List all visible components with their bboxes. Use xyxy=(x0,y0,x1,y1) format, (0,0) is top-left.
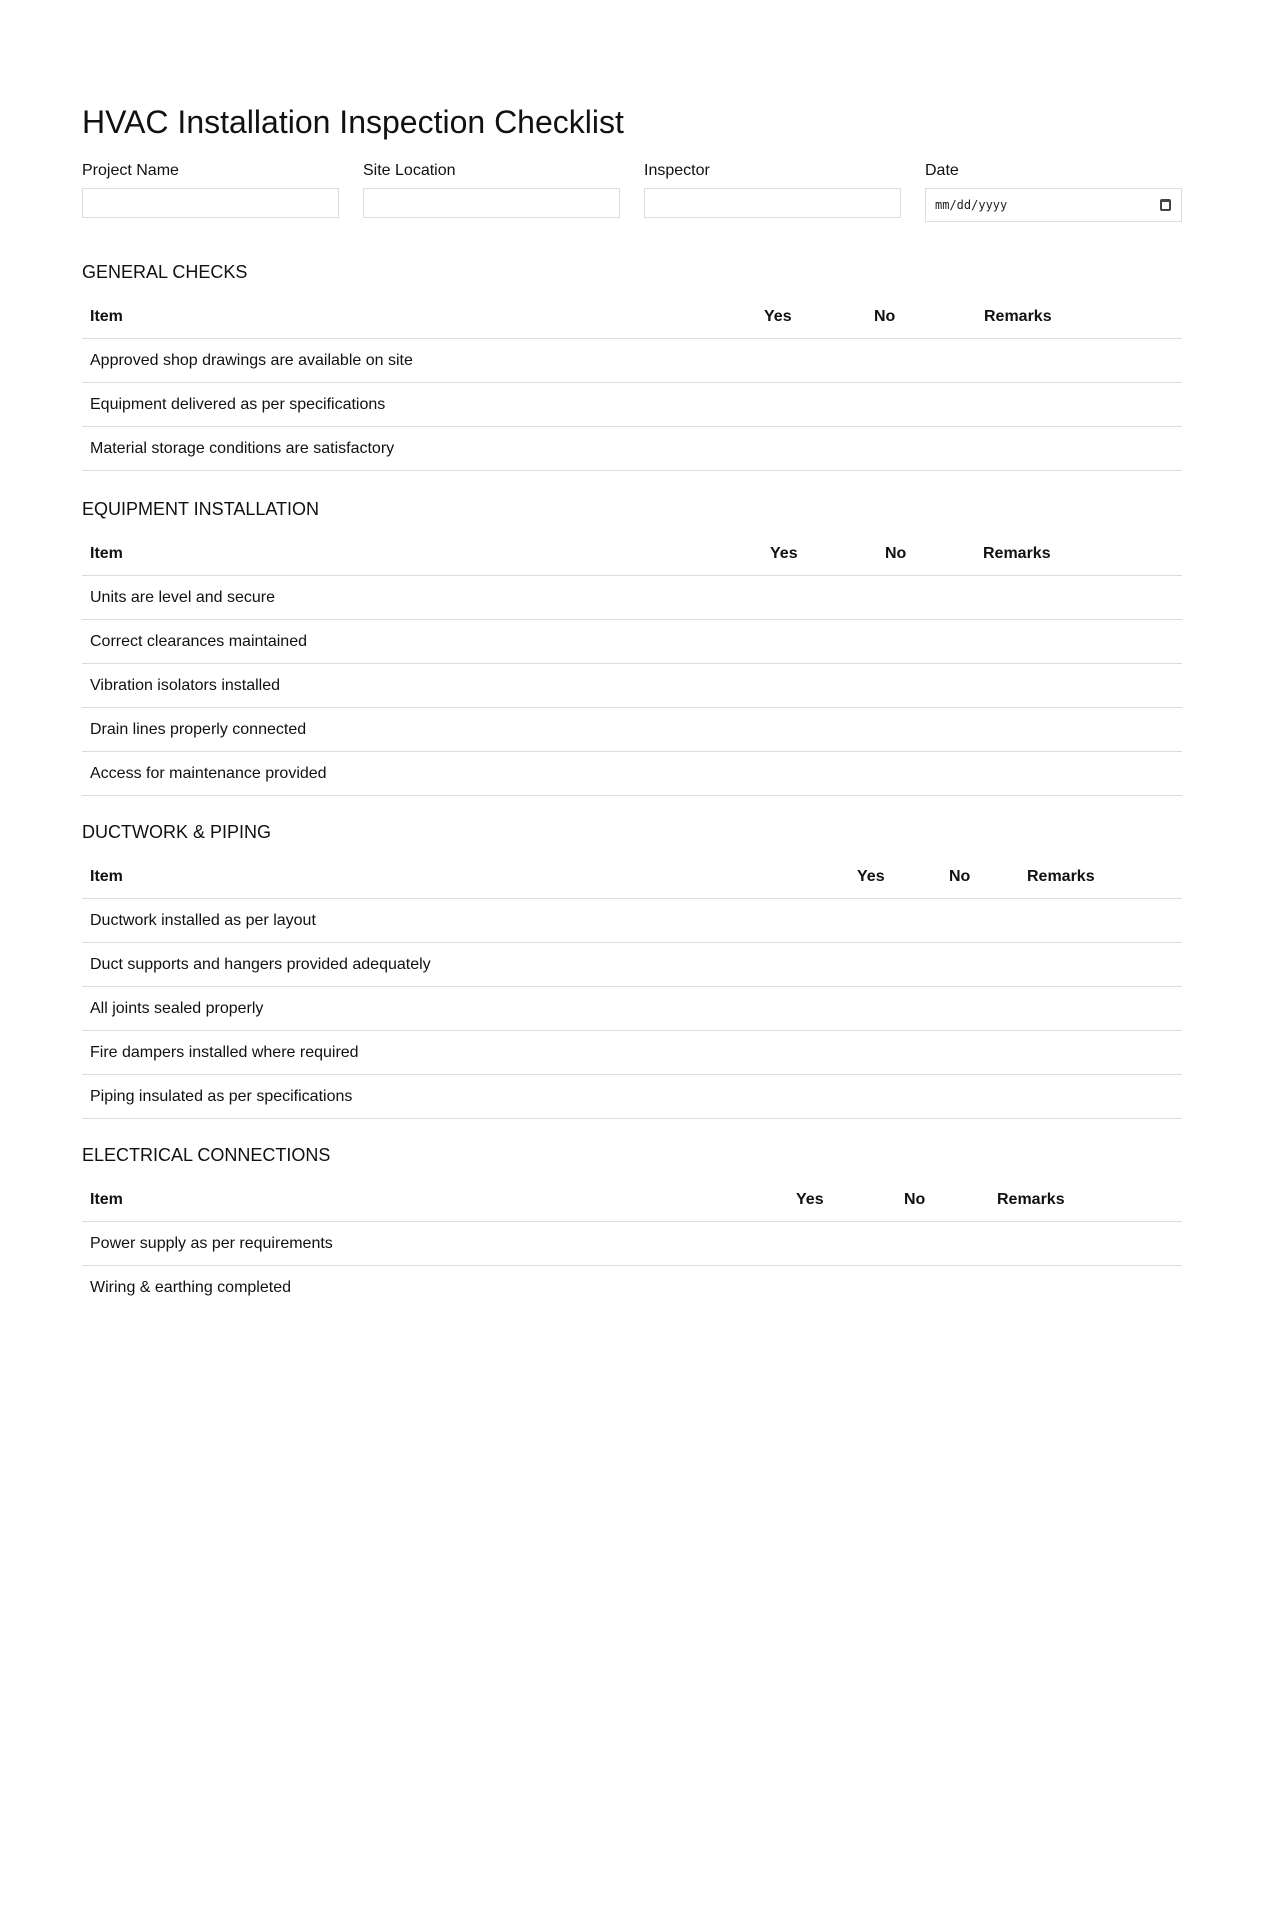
no-cell[interactable] xyxy=(866,339,976,383)
remarks-cell[interactable] xyxy=(1019,1031,1182,1075)
header-yes: Yes xyxy=(849,855,941,899)
inspector-label: Inspector xyxy=(644,162,710,179)
yes-cell[interactable] xyxy=(788,1222,896,1266)
item-cell: All joints sealed properly xyxy=(82,987,849,1031)
table-row xyxy=(82,899,1182,943)
section-title: ELECTRICAL CONNECTIONS xyxy=(82,1145,331,1165)
no-cell[interactable] xyxy=(941,899,1019,943)
remarks-cell[interactable] xyxy=(975,576,1182,620)
table-row xyxy=(82,1031,1182,1075)
remarks-cell[interactable] xyxy=(976,427,1182,471)
item-cell: Access for maintenance provided xyxy=(82,752,762,796)
remarks-cell[interactable] xyxy=(1019,943,1182,987)
project-name-label: Project Name xyxy=(82,162,179,179)
table-row xyxy=(82,1266,1182,1310)
no-cell[interactable] xyxy=(866,383,976,427)
yes-cell[interactable] xyxy=(849,1075,941,1119)
table-row xyxy=(82,752,1182,796)
table-row xyxy=(82,576,1182,620)
header-item: Item xyxy=(82,532,762,576)
item-cell: Approved shop drawings are available on site xyxy=(82,339,756,383)
remarks-cell[interactable] xyxy=(976,339,1182,383)
no-cell[interactable] xyxy=(941,987,1019,1031)
inspector-input[interactable] xyxy=(644,188,901,218)
header-item: Item xyxy=(82,855,849,899)
table-row xyxy=(82,427,1182,471)
yes-cell[interactable] xyxy=(849,1031,941,1075)
no-cell[interactable] xyxy=(896,1266,989,1310)
yes-cell[interactable] xyxy=(849,943,941,987)
item-cell: Units are level and secure xyxy=(82,576,762,620)
remarks-cell[interactable] xyxy=(975,620,1182,664)
date-placeholder: mm/dd/yyyy xyxy=(935,198,1008,212)
header-fields xyxy=(82,161,1182,225)
item-cell: Material storage conditions are satisfactory xyxy=(82,427,756,471)
yes-cell[interactable] xyxy=(849,899,941,943)
no-cell[interactable] xyxy=(941,1031,1019,1075)
no-cell[interactable] xyxy=(866,427,976,471)
no-cell[interactable] xyxy=(941,1075,1019,1119)
remarks-cell[interactable] xyxy=(1019,899,1182,943)
item-cell: Power supply as per requirements xyxy=(82,1222,788,1266)
no-cell[interactable] xyxy=(877,620,975,664)
site-location-input[interactable] xyxy=(363,188,620,218)
checklist-table xyxy=(82,1178,1182,1309)
page-title: HVAC Installation Inspection Checklist xyxy=(82,104,624,140)
remarks-cell[interactable] xyxy=(975,752,1182,796)
table-row xyxy=(82,1222,1182,1266)
remarks-cell[interactable] xyxy=(975,664,1182,708)
yes-cell[interactable] xyxy=(762,752,877,796)
item-cell: Piping insulated as per specifications xyxy=(82,1075,849,1119)
yes-cell[interactable] xyxy=(756,383,866,427)
table-row xyxy=(82,987,1182,1031)
no-cell[interactable] xyxy=(941,943,1019,987)
table-row xyxy=(82,943,1182,987)
no-cell[interactable] xyxy=(896,1222,989,1266)
yes-cell[interactable] xyxy=(762,620,877,664)
yes-cell[interactable] xyxy=(762,708,877,752)
item-cell: Ductwork installed as per layout xyxy=(82,899,849,943)
item-cell: Duct supports and hangers provided adequately xyxy=(82,943,849,987)
item-cell: Correct clearances maintained xyxy=(82,620,762,664)
section-title: GENERAL CHECKS xyxy=(82,262,248,282)
header-item: Item xyxy=(82,1178,788,1222)
header-yes: Yes xyxy=(756,295,866,339)
yes-cell[interactable] xyxy=(762,576,877,620)
table-row xyxy=(82,383,1182,427)
remarks-cell[interactable] xyxy=(989,1266,1182,1310)
inspector-field xyxy=(644,161,901,180)
date-field xyxy=(925,161,1182,212)
remarks-cell[interactable] xyxy=(989,1222,1182,1266)
table-header-row xyxy=(82,532,1182,576)
item-cell: Fire dampers installed where required xyxy=(82,1031,849,1075)
project-name-input[interactable] xyxy=(82,188,339,218)
remarks-cell[interactable] xyxy=(975,708,1182,752)
header-item: Item xyxy=(82,295,756,339)
section-title: EQUIPMENT INSTALLATION xyxy=(82,499,320,519)
header-no: No xyxy=(866,295,976,339)
project-name-field xyxy=(82,161,339,180)
remarks-cell[interactable] xyxy=(976,383,1182,427)
table-header-row xyxy=(82,855,1182,899)
no-cell[interactable] xyxy=(877,664,975,708)
date-label: Date xyxy=(925,162,959,179)
site-location-field xyxy=(363,161,620,180)
checklist-table xyxy=(82,855,1182,1119)
section-title: DUCTWORK & PIPING xyxy=(82,822,272,842)
header-no: No xyxy=(896,1178,989,1222)
item-cell: Drain lines properly connected xyxy=(82,708,762,752)
section-ductwork-piping xyxy=(82,821,1182,1105)
yes-cell[interactable] xyxy=(849,987,941,1031)
checklist-table xyxy=(82,532,1182,796)
section-equipment-installation xyxy=(82,498,1182,782)
no-cell[interactable] xyxy=(877,576,975,620)
table-header-row xyxy=(82,295,1182,339)
item-cell: Vibration isolators installed xyxy=(82,664,762,708)
yes-cell[interactable] xyxy=(788,1266,896,1310)
item-cell: Wiring & earthing completed xyxy=(90,1279,291,1296)
header-yes: Yes xyxy=(788,1178,896,1222)
header-remarks: Remarks xyxy=(976,295,1182,339)
remarks-cell[interactable] xyxy=(1019,1075,1182,1119)
yes-cell[interactable] xyxy=(762,664,877,708)
section-electrical-connections xyxy=(82,1144,1182,1296)
date-input[interactable] xyxy=(925,188,1182,222)
checklist-table xyxy=(82,295,1182,471)
table-row xyxy=(82,708,1182,752)
yes-cell[interactable] xyxy=(756,427,866,471)
table-row xyxy=(82,620,1182,664)
section-general-checks xyxy=(82,261,1182,457)
table-row xyxy=(82,664,1182,708)
header-no: No xyxy=(877,532,975,576)
yes-cell[interactable] xyxy=(756,339,866,383)
table-row xyxy=(82,339,1182,383)
no-cell[interactable] xyxy=(877,708,975,752)
calendar-icon[interactable] xyxy=(1160,199,1171,211)
header-no: No xyxy=(941,855,1019,899)
header-yes: Yes xyxy=(762,532,877,576)
header-remarks: Remarks xyxy=(989,1178,1182,1222)
site-location-label: Site Location xyxy=(363,162,456,179)
no-cell[interactable] xyxy=(877,752,975,796)
item-cell: Equipment delivered as per specifications xyxy=(82,383,756,427)
remarks-cell[interactable] xyxy=(1019,987,1182,1031)
table-row xyxy=(82,1075,1182,1119)
table-header-row xyxy=(82,1178,1182,1222)
header-remarks: Remarks xyxy=(975,532,1182,576)
header-remarks: Remarks xyxy=(1019,855,1182,899)
